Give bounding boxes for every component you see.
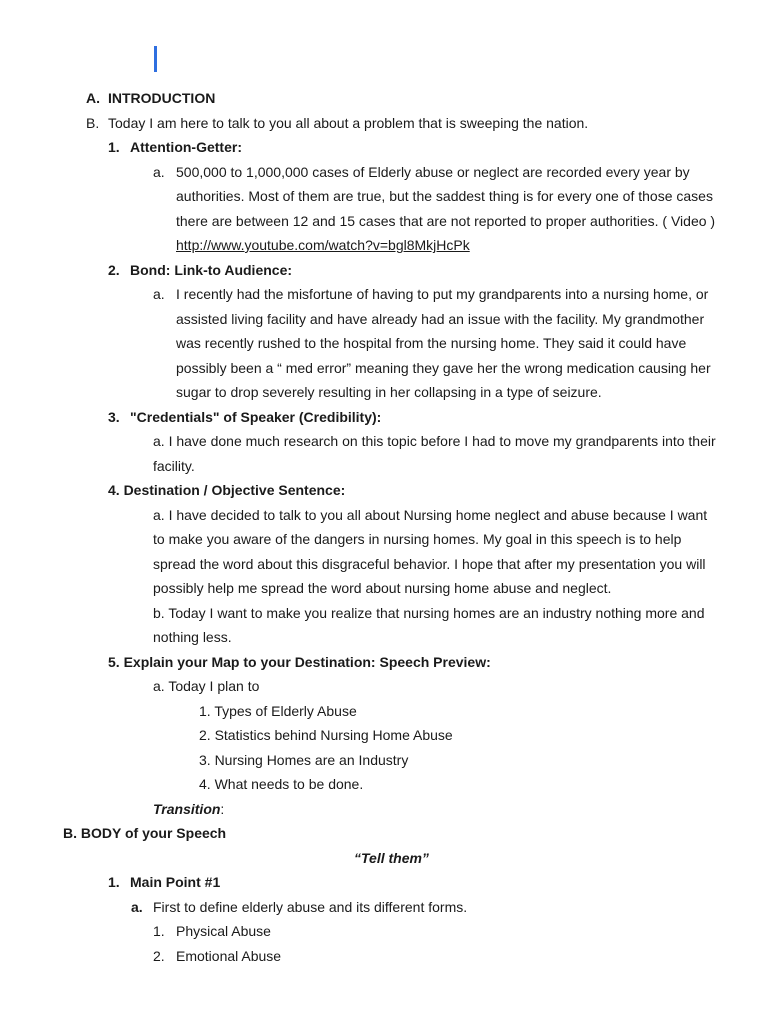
- destination-line-4: possibly help me spread the word about nursing home abuse and neglect.: [153, 580, 612, 596]
- preview-item-3: 3. Nursing Homes are an Industry: [199, 752, 409, 768]
- preview-item-2: 2. Statistics behind Nursing Home Abuse: [199, 727, 453, 743]
- attention-marker: 1.: [108, 139, 120, 155]
- credentials-marker: 3.: [108, 409, 120, 425]
- transition-colon: :: [220, 801, 225, 817]
- intro-b-text: Today I am here to talk to you all about a problem that is sweeping the nation.: [108, 115, 589, 131]
- bond-marker: 2.: [108, 262, 120, 278]
- body-heading: B. BODY of your Speech: [63, 825, 227, 841]
- attention-line-1: 500,000 to 1,000,000 cases of Elderly abuse or neglect are recorded every year by: [176, 164, 690, 180]
- main-point-1-a-text: First to define elderly abuse and its different forms.: [153, 899, 468, 915]
- intro-marker: A.: [86, 90, 100, 106]
- attention-heading: Attention-Getter:: [130, 139, 242, 155]
- preview-item-1: 1. Types of Elderly Abuse: [199, 703, 357, 719]
- destination-heading: 4. Destination / Objective Sentence:: [108, 482, 346, 498]
- main-point-1-heading: Main Point #1: [130, 874, 221, 890]
- preview-plan: a. Today I plan to: [153, 678, 260, 694]
- main-point-1-item-2-marker: 2.: [153, 948, 165, 964]
- main-point-1-item-1-marker: 1.: [153, 923, 165, 939]
- destination-line-3: spread the word about this disgraceful behavior. I hope that after my presentation you will: [153, 556, 706, 572]
- preview-item-4: 4. What needs to be done.: [199, 776, 364, 792]
- destination-line-1: a. I have decided to talk to you all about Nursing home neglect and abuse because I want: [153, 507, 708, 523]
- attention-a-marker: a.: [153, 164, 165, 180]
- main-point-1-item-2-text: Emotional Abuse: [176, 948, 282, 964]
- transition-text: Transition: [153, 801, 221, 817]
- preview-heading: 5. Explain your Map to your Destination: Speech Preview:: [108, 654, 491, 670]
- credentials-line-2: facility.: [153, 458, 195, 474]
- destination-line-5: b. Today I want to make you realize that nursing homes are an industry nothing more and: [153, 605, 705, 621]
- credentials-line-1: a. I have done much research on this topic before I had to move my grandparents into their: [153, 433, 716, 449]
- destination-line-6: nothing less.: [153, 629, 232, 645]
- bond-line-5: sugar to drop severely resulting in her collapsing in a type of seizure.: [176, 384, 602, 400]
- bond-line-2: assisted living facility and have already had an issue with the facility. My grandmother: [176, 311, 705, 327]
- video-link[interactable]: http://www.youtube.com/watch?v=bgl8MkjHcPk: [176, 237, 470, 253]
- bond-line-4: possibly been a “ med error” meaning they gave her the wrong medication causing her: [176, 360, 711, 376]
- text-cursor: [154, 46, 157, 72]
- bond-line-1: I recently had the misfortune of having to put my grandparents into a nursing home, or: [176, 286, 709, 302]
- main-point-1-item-1-text: Physical Abuse: [176, 923, 271, 939]
- attention-line-3: there are between 12 and 15 cases that are not reported to proper authorities. ( Video ): [176, 213, 716, 229]
- main-point-1-marker: 1.: [108, 874, 120, 890]
- bond-line-3: was recently rushed to the hospital from the nursing home. They said it could have: [176, 335, 687, 351]
- main-point-1-a-marker: a.: [131, 899, 143, 915]
- intro-heading: INTRODUCTION: [108, 90, 216, 106]
- credentials-heading: "Credentials" of Speaker (Credibility):: [130, 409, 382, 425]
- intro-b-marker: B.: [86, 115, 100, 131]
- tell-them: “Tell them”: [354, 850, 429, 866]
- bond-a-marker: a.: [153, 286, 165, 302]
- destination-line-2: to make you aware of the dangers in nursing homes. My goal in this speech is to help: [153, 531, 682, 547]
- bond-heading: Bond: Link-to Audience:: [130, 262, 293, 278]
- attention-line-2: authorities. Most of them are true, but the saddest thing is for every one of those cases: [176, 188, 713, 204]
- transition-label: [153, 799, 224, 819]
